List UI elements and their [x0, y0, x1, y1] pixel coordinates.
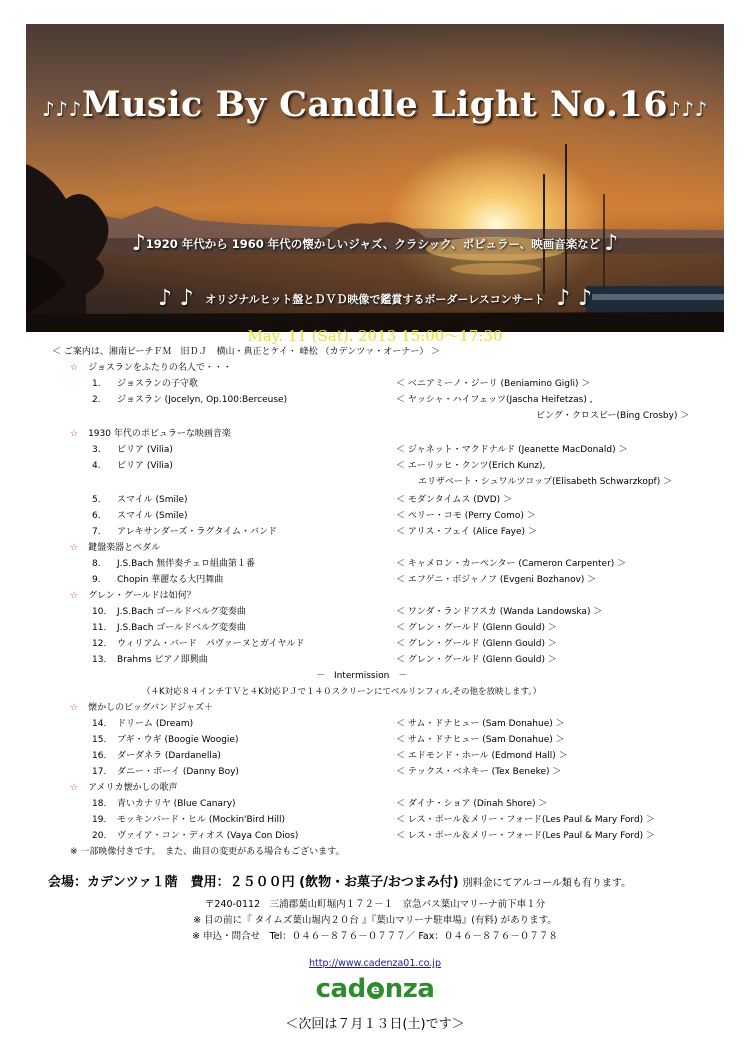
contact-info: ※ 申込・問合せ Tel：０４６－８７６－０７７７／ Fax：０４６－８７６－０７７８: [192, 931, 558, 942]
parking-info: ※ 目の前に『 タイムズ葉山堀内２０台 』『葉山マリーナ駐車場』(有料) があります。: [193, 915, 557, 926]
track-number: 19.: [92, 815, 107, 825]
track-artist: ＜ キャメロン・カーペンター (Cameron Carpenter) ＞: [396, 559, 627, 569]
track-artist: ＜ レス・ポール＆メリー・フォード(Les Paul & Mary Ford) ＞: [396, 831, 656, 841]
music-note-icon: ♪ ♪: [157, 286, 194, 311]
track-artist: ＜ グレン・グールド (Glenn Gould) ＞: [396, 655, 557, 665]
track-artist: ＜ レス・ポール＆メリー・フォード(Les Paul & Mary Ford) ＞: [396, 815, 656, 825]
track-artist: ＜ モダンタイムス (DVD) ＞: [396, 495, 513, 505]
track-number: 5.: [92, 495, 101, 505]
website-link[interactable]: http://www.cadenza01.co.jp: [309, 958, 441, 969]
track-number: 11.: [92, 623, 107, 633]
event-title: [26, 84, 724, 125]
track-title: アレキサンダーズ・ラグタイム・バンド: [117, 527, 278, 537]
track-title: Brahms ピアノ即興曲: [117, 655, 208, 665]
track-artist: ＜ テックス・ベネキー (Tex Beneke) ＞: [396, 767, 562, 777]
music-note-icon: ♪: [604, 231, 619, 256]
track-title: 青いカナリヤ (Blue Canary): [117, 799, 236, 809]
track-title: ダニー・ボーイ (Danny Boy): [117, 767, 239, 777]
music-note-icon: ♪: [131, 231, 146, 256]
track-number: 12.: [92, 639, 107, 649]
title-text: Music By Candle Light No.16: [81, 84, 669, 125]
track-title: J.S.Bach ゴールドベルグ変奏曲: [117, 623, 246, 633]
track-number: 14.: [92, 719, 107, 729]
track-artist: ＜ サム・ドナヒュー (Sam Donahue) ＞: [396, 719, 565, 729]
track-number: 10.: [92, 607, 107, 617]
track-title: ダーダネラ (Dardanella): [117, 751, 221, 761]
star-icon: ☆: [70, 783, 79, 793]
track-title: J.S.Bach ゴールドベルグ変奏曲: [117, 607, 246, 617]
track-title: ジョスラン (Jocelyn, Op.100:Berceuse): [117, 395, 288, 405]
track-number: 7.: [92, 527, 101, 537]
track-number: 9.: [92, 575, 101, 585]
track-number: 6.: [92, 511, 101, 521]
track-artist: ＜ エドモンド・ホール (Edmond Hall) ＞: [396, 751, 568, 761]
track-number: 4.: [92, 461, 101, 471]
track-number: 1.: [92, 379, 101, 389]
star-icon: ☆: [70, 703, 79, 713]
track-artist: ＜ ヤッシャ・ハイフェッツ(Jascha Heifetzas) ,: [396, 395, 593, 405]
banner-line-2: [26, 286, 724, 311]
track-number: 13.: [92, 655, 107, 665]
track-artist: ＜ グレン・グールド (Glenn Gould) ＞: [396, 623, 557, 633]
track-artist: ＜ エフゲニ・ボジャノフ (Evgeni Bozhanov) ＞: [396, 575, 597, 585]
track-number: 20.: [92, 831, 107, 841]
logo-e-circle: e: [367, 982, 384, 999]
track-number: 2.: [92, 395, 101, 405]
star-icon: ☆: [70, 429, 79, 439]
banner-line-2-text: オリジナルヒット盤とＤＶＤ映像で鑑賞するボーダーレスコンサート: [205, 293, 545, 306]
track-artist: ＜ ジャネット・マクドナルド (Jeanette MacDonald) ＞: [396, 445, 628, 455]
event-date: May. 11 (Sat). 2013 15:00～17:30: [247, 327, 503, 345]
venue-info: [48, 871, 631, 890]
venue-main: 会場：カデンツァ１階 費用：２５００円 (飲物・お菓子/おつまみ付): [48, 875, 459, 890]
track-title: スマイル (Smile): [117, 495, 188, 505]
track-title: ジョスランの子守歌: [117, 379, 198, 389]
track-artist: ＜ ベニアミーノ・ジーリ (Beniamino Gigli) ＞: [396, 379, 591, 389]
track-title: ヴァイア・コン・ディオス (Vaya Con Dios): [117, 831, 299, 841]
banner-line-1: [26, 231, 724, 256]
screening-note: （４K対応８４インチＴＶと４K対応ＰＪで１４０スクリーンにてベルリンフィル,その他を放映します。）: [142, 687, 542, 697]
star-icon: ☆: [70, 543, 79, 553]
track-title: ビリア (Vilia): [117, 445, 173, 455]
address: 〒240-0112 三浦郡葉山町堀内１７２－１ 京急バス葉山マリーナ前下車１分: [204, 899, 546, 910]
track-artist-cont: ビング・クロスビー(Bing Crosby) ＞: [536, 411, 690, 421]
star-icon: ☆: [70, 363, 79, 373]
section-heading: ☆ 鍵盤楽器とペダル: [70, 543, 161, 553]
track-number: 15.: [92, 735, 107, 745]
next-event: ＜次回は７月１３日(土)です＞: [285, 1017, 465, 1032]
music-note-icon: ♪ ♪: [556, 286, 593, 311]
section-heading: ☆ グレン・グールドは如何？: [70, 591, 196, 601]
track-title: ドリーム (Dream): [117, 719, 194, 729]
host-intro: ＜ ご案内は、湘南ビーチＦＭ 旧ＤＪ 横山・典正とケイ・ 峰松 （カデンツァ・オーナー） ＞: [52, 347, 441, 357]
section-heading: ☆ アメリカ懐かしの歌声: [70, 783, 178, 793]
venue-extra: 別料金にてアルコール類も有ります。: [462, 878, 632, 889]
track-number: 3.: [92, 445, 101, 455]
section-heading: ☆ 1930 年代のポピュラーな映画音楽: [70, 429, 231, 439]
banner-line-1-text: 1920 年代から 1960 年代の懐かしいジャズ、クラシック、ポピュラー、映画音楽など: [145, 237, 601, 251]
music-note-icon: ♪♪♪: [668, 97, 708, 121]
track-artist: ＜ グレン・グールド (Glenn Gould) ＞: [396, 639, 557, 649]
track-artist: ＜ サム・ドナヒュー (Sam Donahue) ＞: [396, 735, 565, 745]
banner-image: [26, 24, 724, 345]
track-number: 16.: [92, 751, 107, 761]
footnote: ※ 一部映像付きです。 また、曲目の変更がある場合もございます。: [70, 847, 345, 857]
track-artist: ＜ アリス・フェイ (Alice Faye) ＞: [396, 527, 537, 537]
music-note-icon: ♪♪♪: [42, 97, 82, 121]
track-number: 17.: [92, 767, 107, 777]
star-icon: ☆: [70, 591, 79, 601]
track-title: ビリア (Vilia): [117, 461, 173, 471]
track-artist: ＜ エーリッヒ・クンツ(Erich Kunz),: [396, 461, 546, 471]
track-title: Chopin 華麗なる大円舞曲: [117, 575, 224, 585]
track-title: J.S.Bach 無伴奏チェロ組曲第１番: [117, 559, 256, 569]
track-artist: ＜ ダイナ・ショア (Dinah Shore) ＞: [396, 799, 548, 809]
cadenza-logo: cad e nza: [315, 974, 435, 1004]
section-heading: ☆ 懐かしのビッグバンドジャズ＋: [70, 703, 213, 713]
track-title: スマイル (Smile): [117, 511, 188, 521]
track-title: モッキンバード・ヒル (Mockin'Bird Hill): [117, 815, 286, 825]
track-title: ブギ・ウギ (Boogie Woogie): [117, 735, 239, 745]
track-artist: ＜ ワンダ・ランドフスカ (Wanda Landowska) ＞: [396, 607, 603, 617]
website: [0, 958, 750, 969]
intermission: － Intermission －: [316, 671, 408, 681]
track-artist: ＜ ペリー・コモ (Perry Como) ＞: [396, 511, 536, 521]
track-number: 18.: [92, 799, 107, 809]
track-title: ウィリアム・バード パヴァーヌとガイヤルド: [117, 639, 305, 649]
track-number: 8.: [92, 559, 101, 569]
track-artist-cont: エリザベート・シュワルツコップ(Elisabeth Schwarzkopf) ＞: [418, 477, 673, 487]
section-heading: ☆ ジョスランをふたりの名人で・・・: [70, 363, 232, 373]
